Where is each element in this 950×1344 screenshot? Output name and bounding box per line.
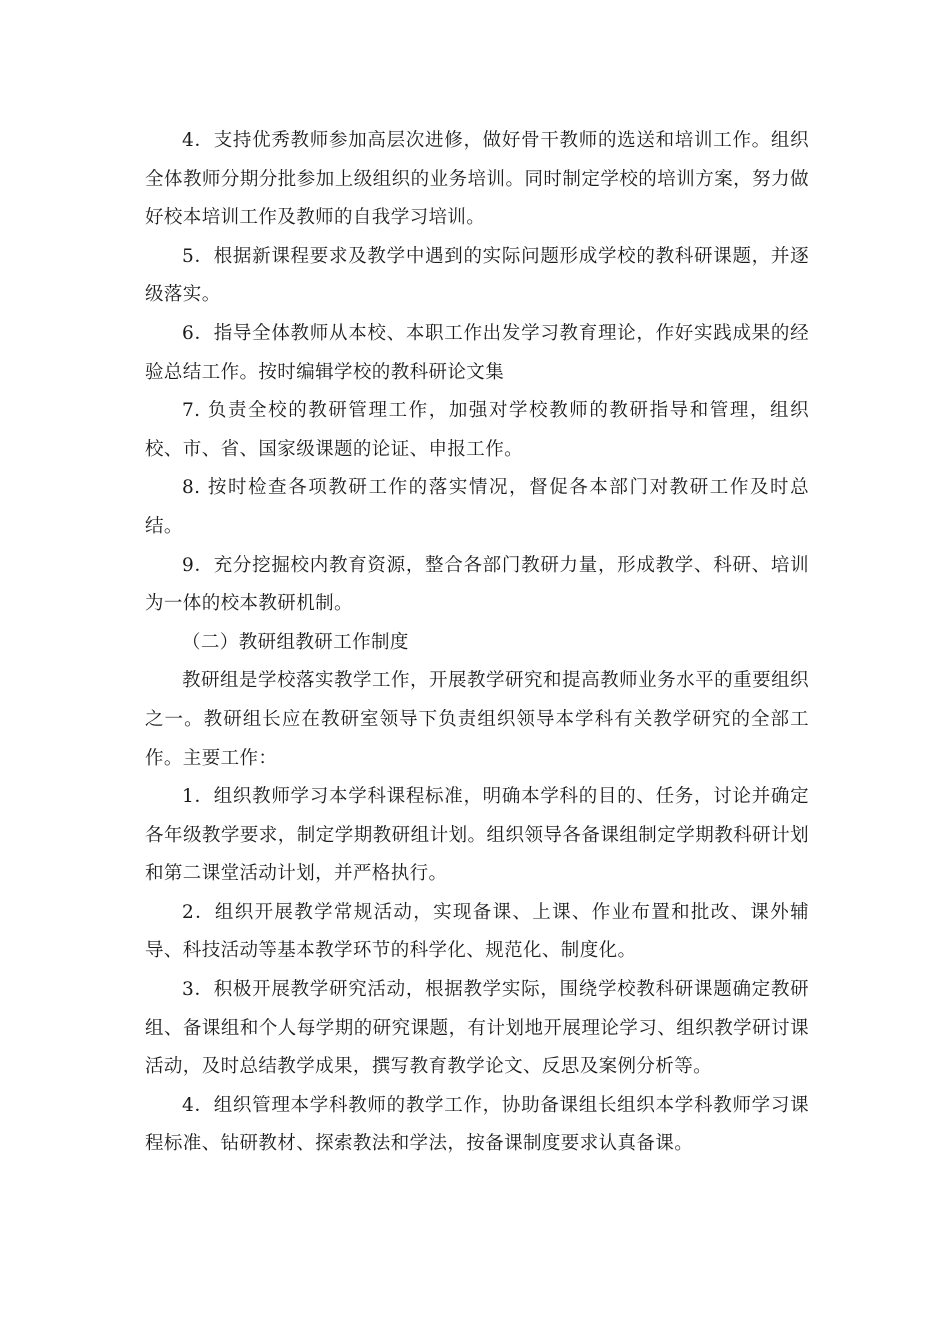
document-body [145,122,809,1164]
paragraph-duty-3: 3．积极开展教学研究活动，根据教学实际，围绕学校教科研课题确定教研组、备课组和个人每学期的研究课题，有计划地开展理论学习、组织教学研讨课活动，及时总结教学成果，撰写教育教学论文、反思及案例分析等。 [145,979,809,1078]
paragraph-duty-4: 4．组织管理本学科教师的教学工作，协助备课组长组织本学科教师学习课程标准、钻研教材、探索教法和学法，按备课制度要求认真备课。 [145,1094,809,1155]
paragraph-item-8-inspection: 8. 按时检查各项教研工作的落实情况，督促各本部门对教研工作及时总结。 [145,477,809,537]
paragraph-item-4-training: 4．支持优秀教师参加高层次进修，做好骨干教师的选送和培训工作。组织全体教师分期分批参加上级组织的业务培训。同时制定学校的培训方案，努力做好校本培训工作及教师的自我学习培训。 [145,130,809,229]
paragraph-item-9-resources: 9．充分挖掘校内教育资源，整合各部门教研力量，形成教学、科研、培训为一体的校本教研机制。 [145,554,809,615]
paragraph-item-7-management: 7. 负责全校的教研管理工作，加强对学校教师的教研指导和管理，组织校、市、省、国家级课题的论证、申报工作。 [145,400,809,460]
paragraph-duty-1: 1．组织教师学习本学科课程标准，明确本学科的目的、任务，讨论并确定各年级教学要求，制定学期教研组计划。组织领导各备课组制定学期教科研计划和第二课堂活动计划，并严格执行。 [145,786,809,885]
section-heading: （二）教研组教研工作制度 [182,631,409,653]
paragraph-item-5-research-topics: 5．根据新课程要求及教学中遇到的实际问题形成学校的教科研课题，并逐级落实。 [145,245,809,306]
paragraph-section-intro: 教研组是学校落实教学工作，开展教学研究和提高教师业务水平的重要组织之一。教研组长应在教研室领导下负责组织领导本学科有关教学研究的全部工作。主要工作： [145,670,809,769]
paragraph-item-6-theory-study: 6．指导全体教师从本校、本职工作出发学习教育理论，作好实践成果的经验总结工作。按时编辑学校的教科研论文集 [145,322,809,383]
paragraph-duty-2: 2．组织开展教学常规活动，实现备课、上课、作业布置和批改、课外辅导、科技活动等基本教学环节的科学化、规范化、制度化。 [145,901,809,962]
